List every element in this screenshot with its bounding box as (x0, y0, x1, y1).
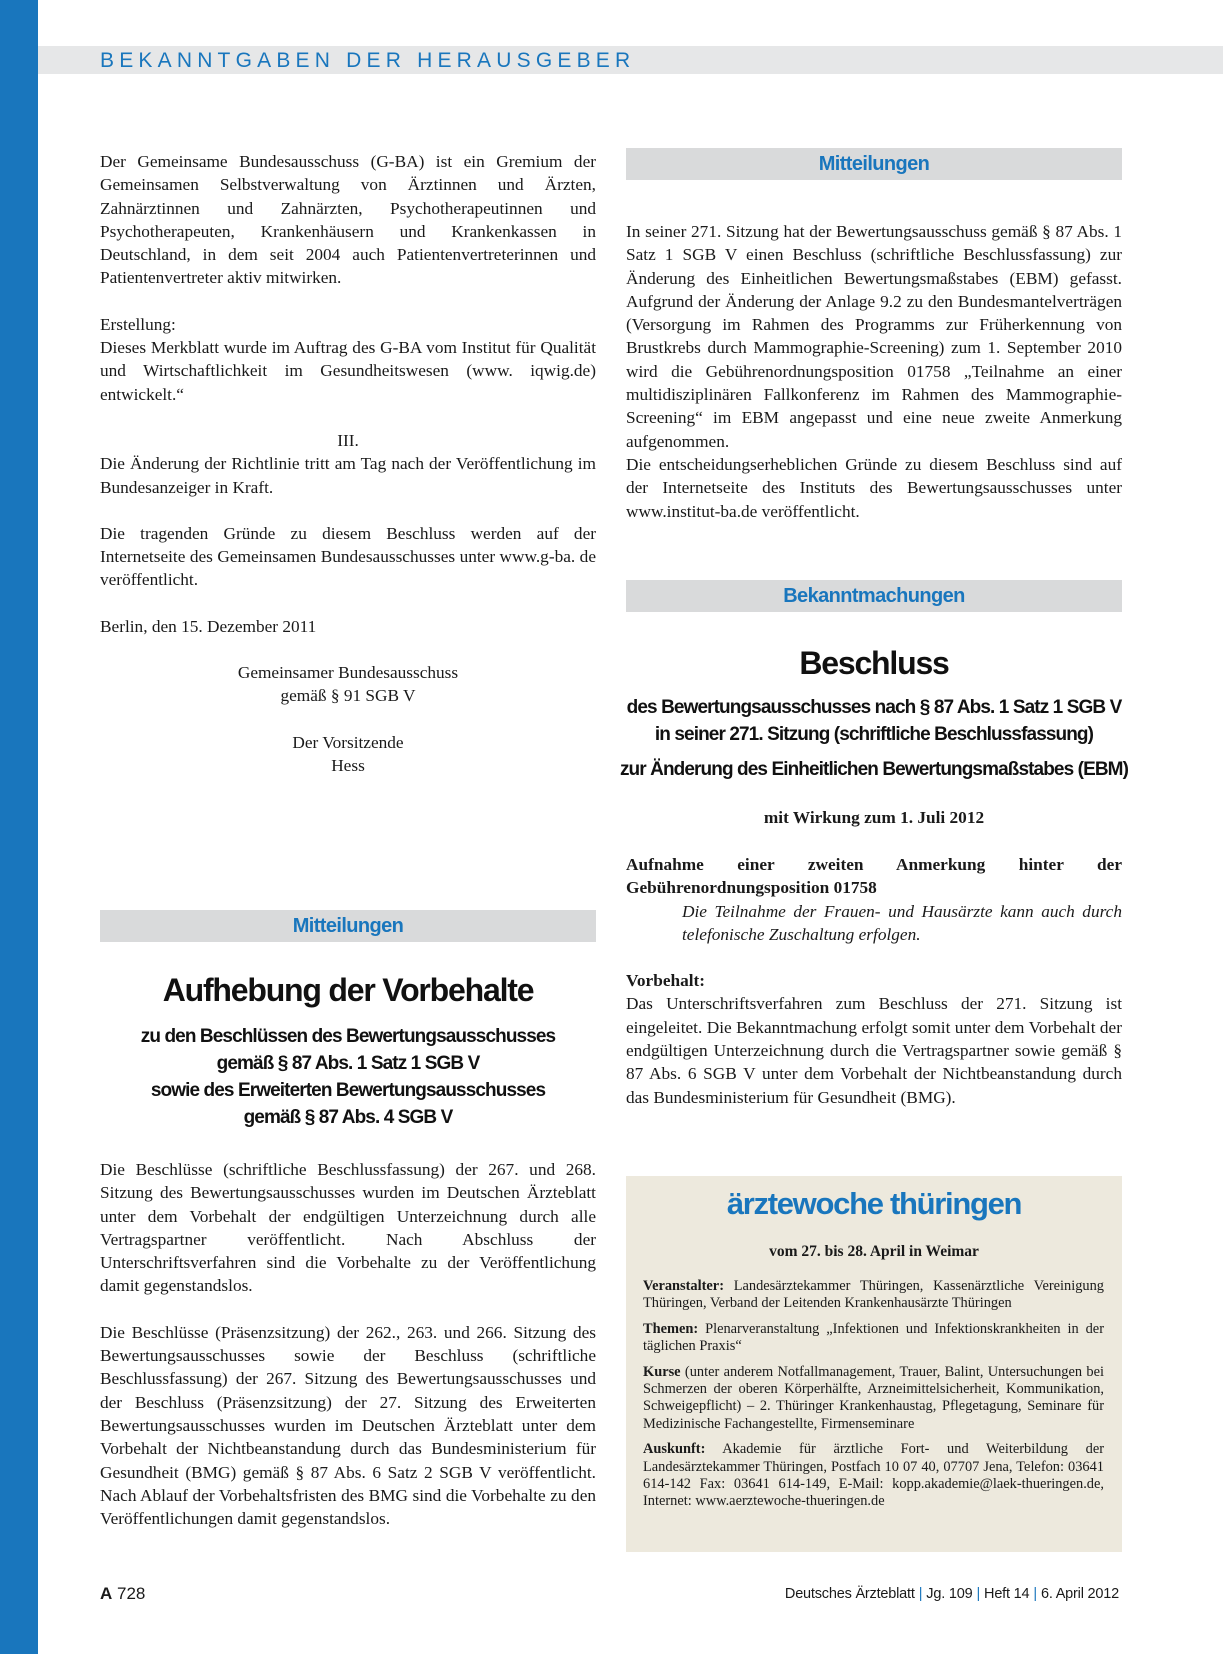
article-subtitle (100, 1023, 596, 1131)
effective-date: mit Wirkung zum 1. Juli 2012 (763, 808, 985, 827)
courses-label: Kurse (643, 1363, 681, 1380)
mitteilungen-bar-right (626, 148, 1122, 180)
event-topics (643, 1321, 1104, 1356)
subtitle-line: gemäß § 87 Abs. 4 SGB V (243, 1107, 453, 1128)
gba-description: Der Gemeinsame Bundesausschuss (G-BA) ist ein Gremium der Gemeinsamen Selbstverwaltung von Ärztinnen und Ärzten, Zahnärztinnen und Zahnärzten, Psychotherapeutinnen und Psychotherapeuten, Krankenhäusern und Krankenkassen in Deutschland, in dem seit 2004 auch Patientenvertreterinnen und Patientenvertreter aktiv mitwirken. (100, 152, 596, 288)
journal-name: Deutsches Ärzteblatt (784, 1586, 915, 1602)
ebm-mitteilung-para-2: Die entscheidungserheblichen Gründe zu diesem Beschluss sind auf der Internetseite des Instituts des Bewertungsausschusses unter www.institut-ba.de veröffentlicht. (626, 454, 1122, 521)
erstellung-label: Erstellung: (100, 314, 176, 334)
subtitle-line: in seiner 271. Sitzung (schriftliche Beschlussfassung) (654, 724, 1094, 745)
signature-org: Gemeinsamer Bundesausschuss (237, 663, 459, 683)
journal-footer (785, 1586, 1119, 1602)
footer-separator: | (976, 1586, 981, 1602)
section-label: Bekanntmachungen (783, 585, 965, 607)
organizer-label: Veranstalter: (643, 1278, 724, 1294)
section-label: Mitteilungen (818, 153, 930, 175)
right-column-top (626, 220, 1122, 523)
subtitle-line: gemäß § 87 Abs. 1 Satz 1 SGB V (216, 1053, 480, 1074)
contact-text: Akademie für ärztliche Fort- und Weiterbildung der Landesärztekammer Thüringen, Postfach 10 07 40, 07707 Jena, Telefon: 03641 614-142 Fax: 03641 614-149, E-Mail: kopp.akademie@laek-thueringen.de, Internet: www.aerztewoche-thueringen.de (643, 1441, 1104, 1510)
gruende-text: Die tragenden Gründe zu diesem Beschluss werden auf der Internetseite des Gemeinsamen Bundesausschusses unter www.g-ba. de veröffentlicht. (100, 523, 596, 590)
left-color-stripe (0, 0, 38, 1654)
page-num: 728 (117, 1584, 146, 1603)
journal-issue: Heft 14 (984, 1586, 1030, 1602)
left-column-bottom (100, 1158, 596, 1530)
section-number: III. (337, 430, 359, 450)
subtitle-line: des Bewertungsausschusses nach § 87 Abs. 1 Satz 1 SGB V (626, 697, 1122, 718)
article-title: Aufhebung der Vorbehalte (162, 972, 534, 1008)
vorbehalte-para-2: Die Beschlüsse (Präsenzsitzung) der 262., 263. und 266. Sitzung des Bewertungsausschusses sowie der Beschluss (schriftliche Beschlussfassung) der 267. Sitzung des Bewertungsausschusses und der Beschluss (Präsenzsitzung) der 27. Sitzung des Erweiterten Bewertungsausschusses wurden im Deutschen Ärzteblatt unter dem Vorbehalt der Nichtbeanstandung durch das Bundesministerium für Gesundheit (BMG) gemäß § 87 Abs. 6 Satz 2 SGB V veröffentlicht. Nach Ablauf der Vorbehaltsfristen des BMG sind die Vorbehalte zu den Veröffentlichungen damit gegenstandslos. (100, 1322, 596, 1529)
journal-date: 6. April 2012 (1040, 1586, 1119, 1602)
contact-label: Auskunft: (643, 1441, 706, 1458)
right-column-mid (626, 853, 1122, 1109)
beschluss-title: Beschluss (799, 645, 949, 681)
event-title: ärztewoche thüringen (726, 1186, 1022, 1221)
journal-volume: Jg. 109 (926, 1586, 973, 1602)
signature-law: gemäß § 91 SGB V (280, 686, 416, 706)
organizer-text: Landesärztekammer Thüringen, Kassenärztliche Vereinigung Thüringen, Verband der Leitenden Krankenhausärzte Thüringen (643, 1278, 1104, 1312)
topics-text: Plenarveranstaltung „Infektionen und Infektionskrankheiten in der täglichen Praxis“ (643, 1320, 1104, 1355)
left-column-top (100, 150, 596, 777)
event-details (643, 1278, 1104, 1519)
event-dates: vom 27. bis 28. April in Weimar (769, 1243, 979, 1260)
section-header-title: BEKANNTGABEN DER HERAUSGEBER (100, 49, 636, 72)
topics-label: Themen: (643, 1320, 699, 1337)
footer-separator: | (1033, 1586, 1037, 1602)
aufnahme-heading: Aufnahme einer zweiten Anmerkung hinter der Gebührenordnungsposition 01758 (626, 855, 1122, 898)
vorbehalt-text: Das Unterschriftsverfahren zum Beschluss der 271. Sitzung ist eingeleitet. Die Bekanntmachung erfolgt somit unter dem Vorbehalt der endgültigen Unterzeichnung durch die Vertragspartner sowie gemäß § 87 Abs. 6 SGB V unter dem Vorbehalt der Nichtbeanstandung durch das Bundesministerium für Gesundheit (BMG). (626, 994, 1122, 1107)
mitteilungen-bar-left (100, 910, 596, 942)
vorbehalt-label: Vorbehalt: (626, 971, 706, 991)
beschluss-subtitle (600, 694, 1148, 783)
subtitle-line: zu den Beschlüssen des Bewertungsausschusses (140, 1026, 556, 1047)
ebm-mitteilung-para-1: In seiner 271. Sitzung hat der Bewertungsausschuss gemäß § 87 Abs. 1 Satz 1 SGB V einen Beschluss (schriftliche Beschlussfassung) zur Änderung des Einheitlichen Bewertungsmaßstabes (EBM) gefasst. Aufgrund der Änderung der Anlage 9.2 zu den Bundesmantelverträgen (Versorgung im Rahmen des Programms zur Früherkennung von Brustkrebs durch Mammographie-Screening) zum 1. September 2010 wird die Gebührenordnungsposition 01758 „Teilnahme an einer multidisziplinären Fallkonferenz im Rahmen des Mammographie-Screening“ im EBM angepasst und eine neue zweite Anmerkung aufgenommen. (626, 222, 1122, 451)
event-contact (643, 1441, 1104, 1511)
anmerkung-note: Die Teilnahme der Frauen- und Hausärzte kann auch durch telefonische Zuschaltung erfolgen. (682, 901, 1122, 944)
signature-role: Der Vorsitzende (292, 732, 404, 752)
footer-separator: | (918, 1586, 923, 1602)
section-label: Mitteilungen (292, 915, 404, 937)
event-organizer (643, 1278, 1104, 1313)
page-prefix: A (100, 1584, 113, 1603)
subtitle-line: zur Änderung des Einheitlichen Bewertungsmaßstabes (EBM) (619, 759, 1129, 780)
vorbehalte-para-1: Die Beschlüsse (schriftliche Beschlussfassung) der 267. und 268. Sitzung des Bewertungsausschusses wurden im Deutschen Ärzteblatt unter dem Vorbehalt der endgültigen Unterzeichnung durch alle Vertragspartner veröffentlicht. Nach Abschluss der Unterschriftsverfahren sind die Vorbehalte zu der Veröffentlichung damit gegenstandslos. (100, 1160, 596, 1296)
bekanntmachungen-bar (626, 580, 1122, 612)
signature-name: Hess (331, 755, 365, 775)
subtitle-line: sowie des Erweiterten Bewertungsausschusses (150, 1080, 546, 1101)
erstellung-text: Dieses Merkblatt wurde im Auftrag des G-BA vom Institut für Qualität und Wirtschaftlichkeit im Gesundheitswesen (www. iqwig.de) entwickelt.“ (100, 338, 596, 404)
date-line: Berlin, den 15. Dezember 2011 (100, 616, 317, 636)
courses-text: (unter anderem Notfallmanagement, Trauer, Balint, Untersuchungen bei Schmerzen der oberen Körperhälfte, Arzneimittelsicherheit, Kommunikation, Schweigepflicht) – 2. Thüringer Krankenhaustag, Pflegetagung, Seminare für Medizinische Fachangestellte, Firmenseminare (643, 1363, 1104, 1432)
page-number (100, 1584, 145, 1604)
event-courses (643, 1364, 1104, 1434)
inkrafttreten-text: Die Änderung der Richtlinie tritt am Tag nach der Veröffentlichung im Bundesanzeiger in Kraft. (100, 454, 596, 497)
